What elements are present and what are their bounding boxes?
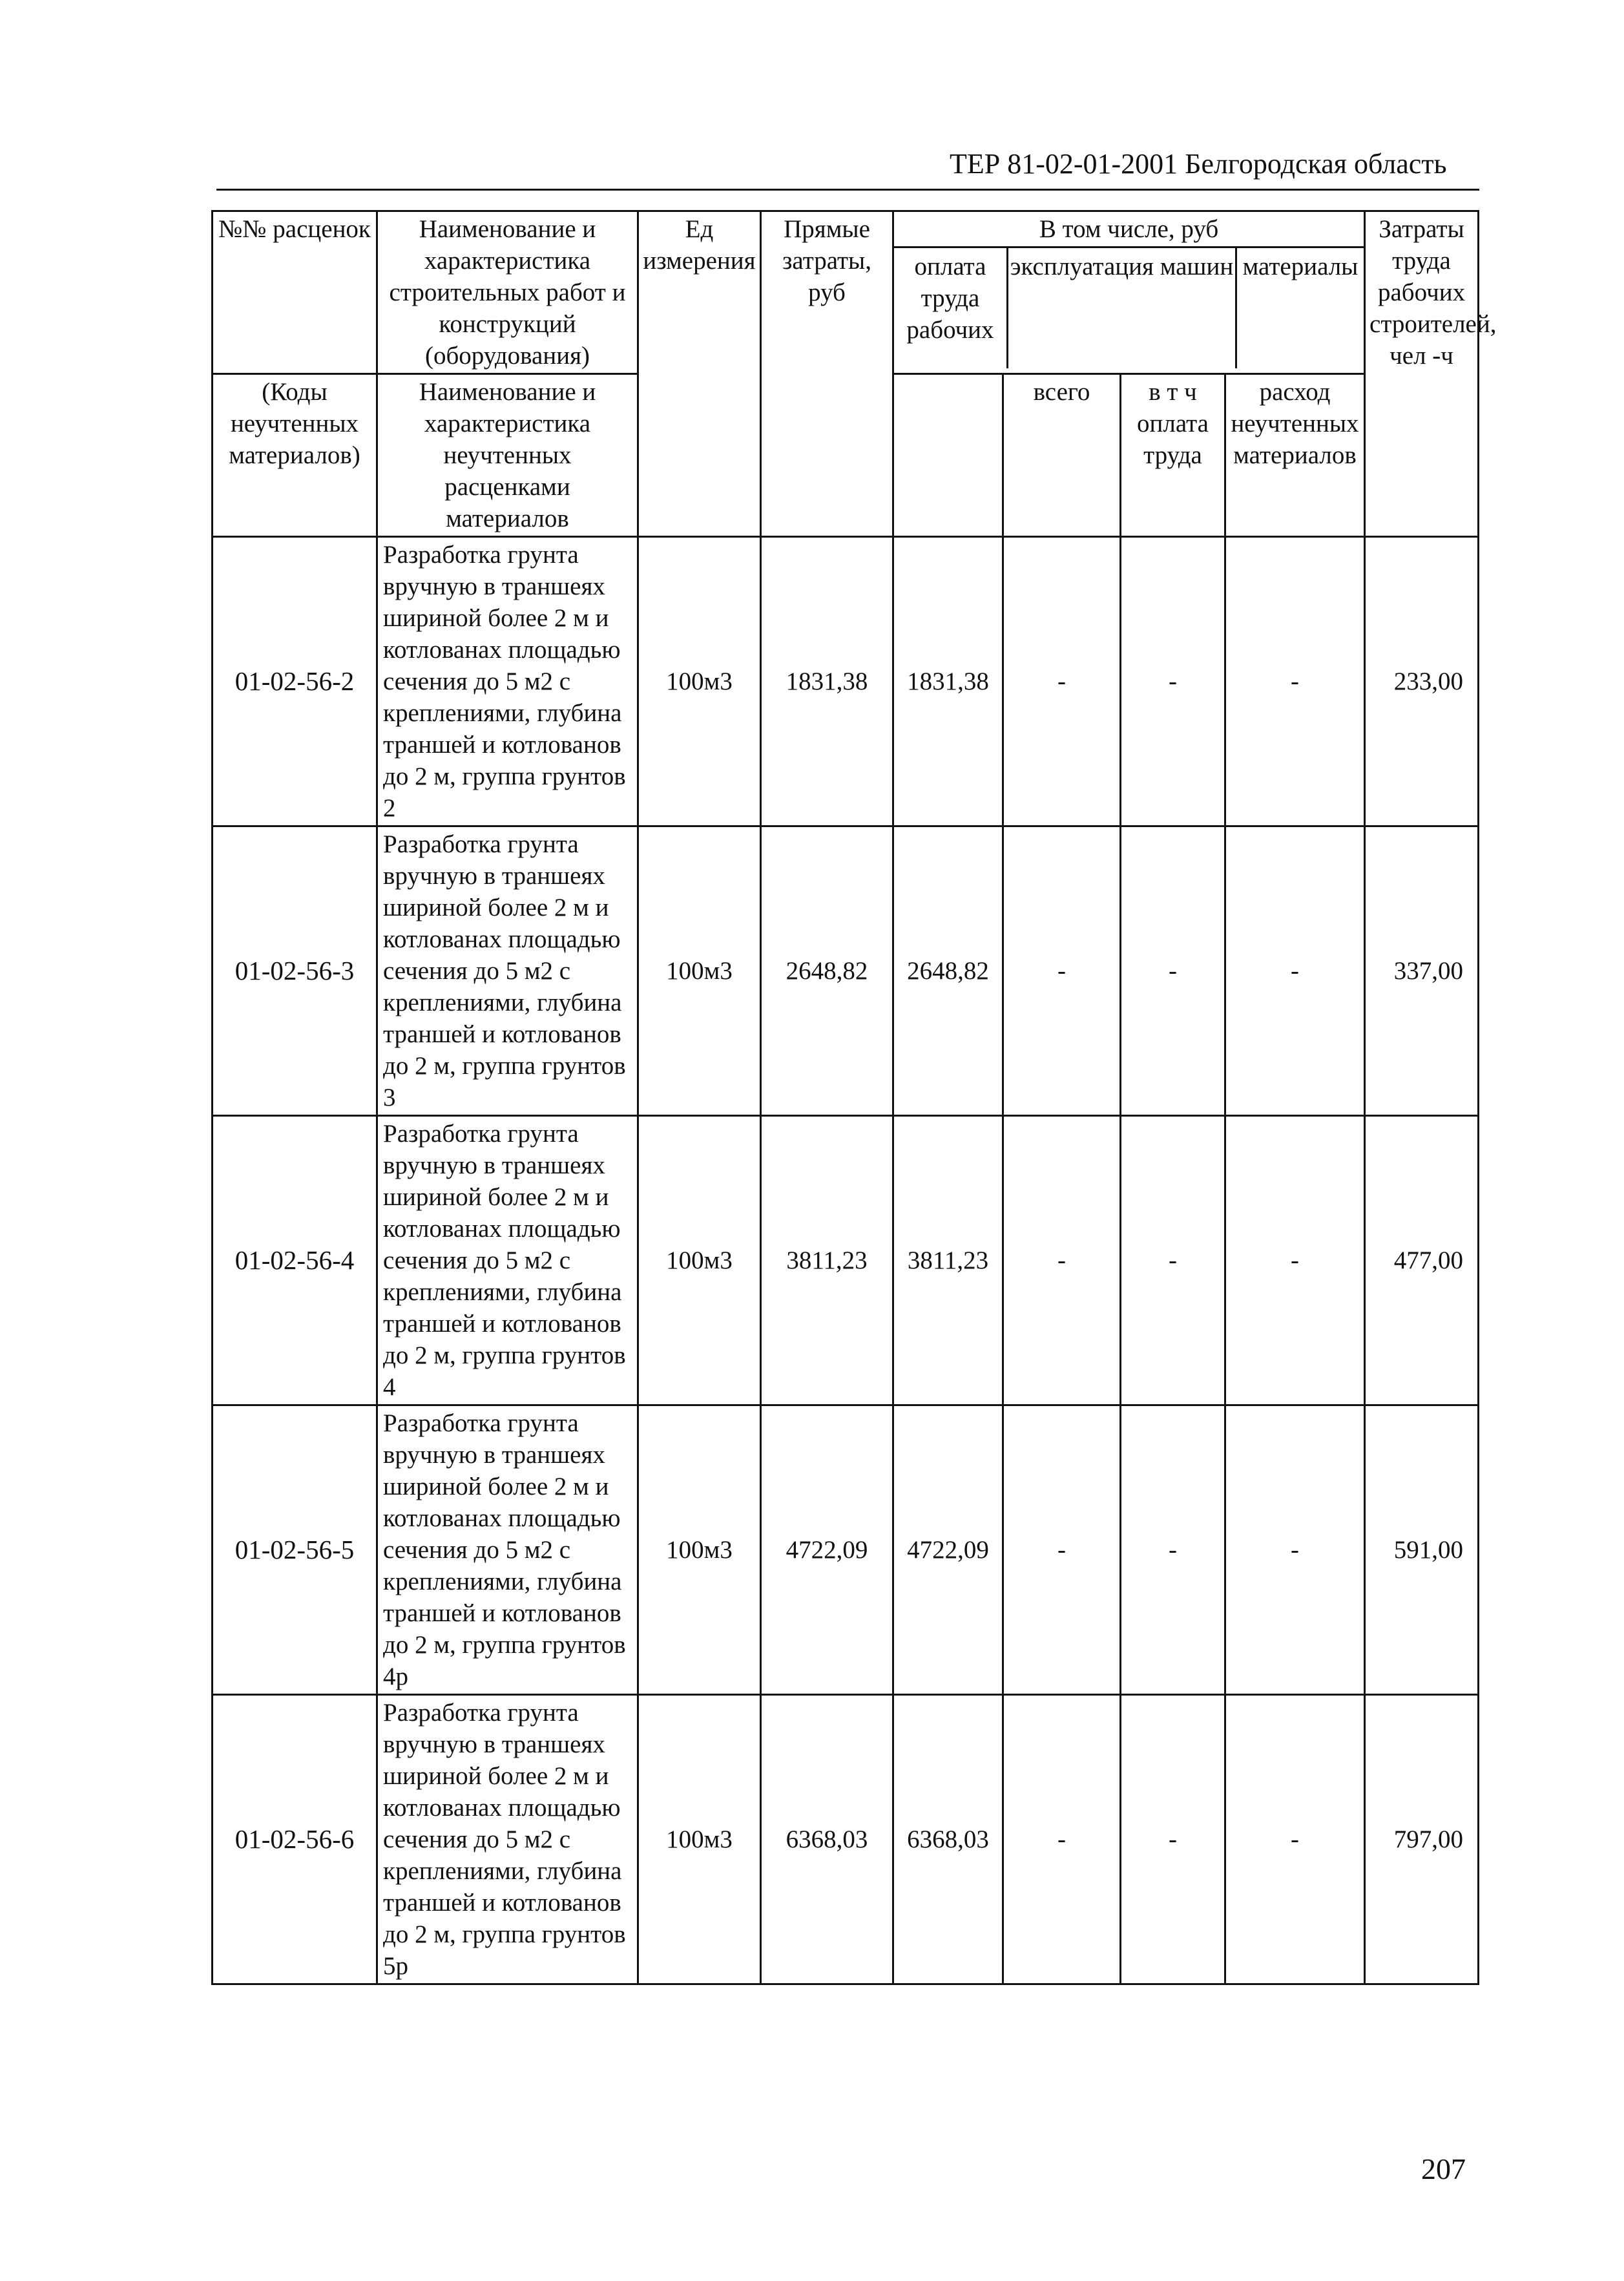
rate-wages: 1831,38 [893,537,1003,826]
header-wages-blank [893,374,1003,537]
rate-machines-wages: - [1121,826,1225,1116]
rate-unit: 100м3 [638,1695,761,1984]
header-including-group [893,211,1365,374]
rate-machines-total: - [1003,1405,1121,1695]
rate-direct-cost: 1831,38 [761,537,893,826]
rate-machines-wages: - [1121,1405,1225,1695]
rate-labor: 477,00 [1365,1116,1479,1405]
rate-labor: 797,00 [1365,1695,1479,1984]
rate-materials: - [1225,537,1365,826]
rate-machines-wages: - [1121,537,1225,826]
rate-direct-cost: 2648,82 [761,826,893,1116]
rate-materials: - [1225,1405,1365,1695]
rate-unit: 100м3 [638,826,761,1116]
header-materials-usage: расход неучтенных материалов [1225,374,1365,537]
header-codes: (Коды неучтенных материалов) [213,374,377,537]
table-row [213,1695,1479,1984]
rate-machines-total: - [1003,1695,1121,1984]
header-machines: эксплуатация машин [1008,248,1237,368]
header-including: В том числе, руб [894,212,1364,248]
header-wages: оплата труда рабочих [894,248,1008,368]
rate-description: Разработка грунта вручную в траншеях шириной более 2 м и котлованах площадью сечения до 5 м2 с креплениями, глубина траншей и котлованов до 2 м, группа грунтов 3 [377,826,638,1116]
header-num: №№ расценок [213,211,377,374]
rate-unit: 100м3 [638,537,761,826]
document-header: ТЕР 81-02-01-2001 Белгородская область [950,148,1447,180]
header-name: Наименование и характеристика строительных работ и конструкций (оборудования) [377,211,638,374]
rate-code: 01-02-56-2 [213,537,377,826]
rate-labor: 233,00 [1365,537,1479,826]
rate-materials: - [1225,1116,1365,1405]
rate-machines-total: - [1003,1116,1121,1405]
header-machines-wages: в т ч оплата труда [1121,374,1225,537]
header-row-top [213,211,1479,374]
rate-labor: 591,00 [1365,1405,1479,1695]
rate-materials: - [1225,1695,1365,1984]
header-name-materials: Наименование и характеристика неучтенных расценками материалов [377,374,638,537]
table-row [213,1116,1479,1405]
rate-description: Разработка грунта вручную в траншеях шириной более 2 м и котлованах площадью сечения до 5 м2 с креплениями, глубина траншей и котлованов до 2 м, группа грунтов 5р [377,1695,638,1984]
header-direct: Прямые затраты, руб [761,211,893,537]
rate-machines-wages: - [1121,1116,1225,1405]
page-number: 207 [1421,2152,1466,2185]
rate-code: 01-02-56-4 [213,1116,377,1405]
header-materials: материалы [1242,253,1359,280]
header-machines-total: всего [1003,374,1121,537]
header-labor: Затраты труда рабочих строителей, чел -ч [1365,211,1479,537]
rate-unit: 100м3 [638,1405,761,1695]
table-row [213,826,1479,1116]
rate-wages: 3811,23 [893,1116,1003,1405]
rate-direct-cost: 3811,23 [761,1116,893,1405]
rate-description: Разработка грунта вручную в траншеях шириной более 2 м и котлованах площадью сечения до 5 м2 с креплениями, глубина траншей и котлованов до 2 м, группа грунтов 2 [377,537,638,826]
rate-machines-wages: - [1121,1695,1225,1984]
table-row [213,1405,1479,1695]
rate-labor: 337,00 [1365,826,1479,1116]
header-unit: Ед измерения [638,211,761,537]
rate-materials: - [1225,826,1365,1116]
rate-unit: 100м3 [638,1116,761,1405]
header-including-sub [894,248,1364,368]
rate-description: Разработка грунта вручную в траншеях шириной более 2 м и котлованах площадью сечения до 5 м2 с креплениями, глубина траншей и котлованов до 2 м, группа грунтов 4р [377,1405,638,1695]
rate-wages: 2648,82 [893,826,1003,1116]
rate-code: 01-02-56-6 [213,1695,377,1984]
rate-direct-cost: 4722,09 [761,1405,893,1695]
price-table [211,210,1497,1985]
rate-machines-total: - [1003,537,1121,826]
rate-code: 01-02-56-5 [213,1405,377,1695]
rate-wages: 6368,03 [893,1695,1003,1984]
header-rule [216,189,1479,191]
rate-machines-total: - [1003,826,1121,1116]
rate-wages: 4722,09 [893,1405,1003,1695]
table-row [213,537,1479,826]
rate-direct-cost: 6368,03 [761,1695,893,1984]
rate-description: Разработка грунта вручную в траншеях шириной более 2 м и котлованах площадью сечения до 5 м2 с креплениями, глубина траншей и котлованов до 2 м, группа грунтов 4 [377,1116,638,1405]
rate-code: 01-02-56-3 [213,826,377,1116]
